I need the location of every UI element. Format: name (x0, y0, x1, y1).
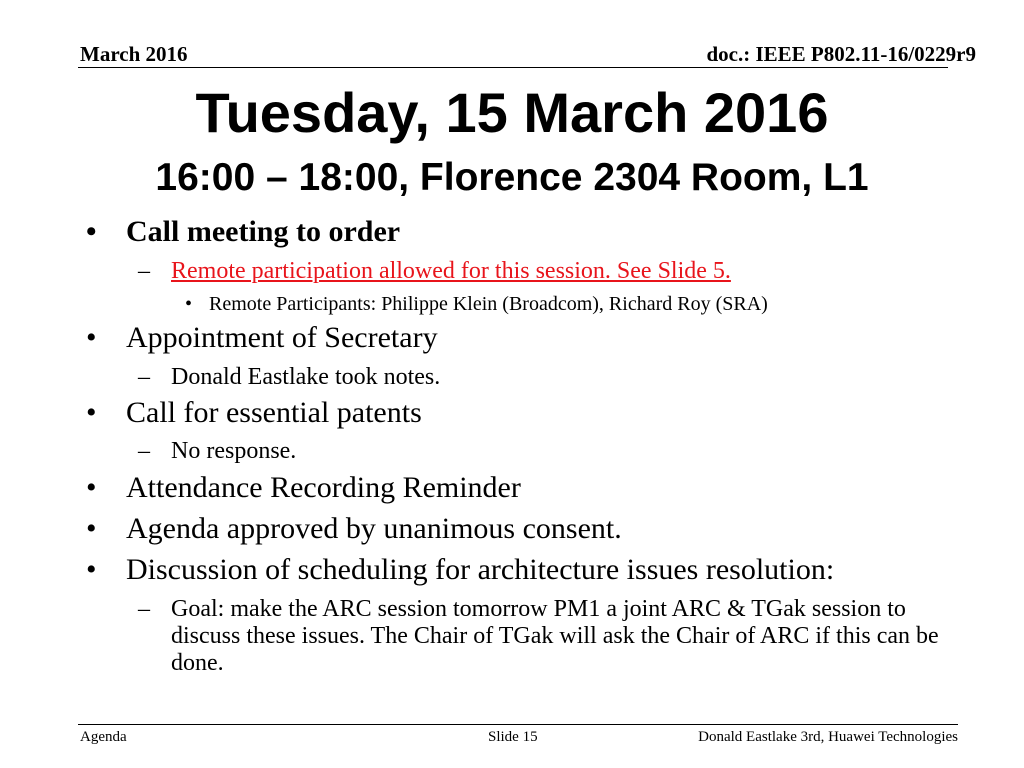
list-item-text: Goal: make the ARC session tomorrow PM1 a joint ARC & TGak session to discuss these issues. The Chair of TGak will ask the Chair of ARC if this can be done. (171, 596, 939, 676)
footer-section: Agenda (80, 729, 127, 745)
sub-sub-item-remote-participants (185, 292, 768, 316)
remote-participation-link[interactable]: Remote participation allowed for this session. See Slide 5. (171, 258, 731, 284)
bullet-icon: • (86, 553, 97, 586)
sub-item-remote-participation[interactable] (138, 258, 731, 285)
bullet-icon: • (86, 215, 97, 248)
list-item-agenda-approved (86, 512, 622, 546)
header-doc-id: doc.: IEEE P802.11-16/0229r9 (706, 42, 976, 66)
list-item-text: No response. (171, 438, 297, 464)
header-date: March 2016 (80, 42, 188, 66)
dash-icon: – (138, 438, 150, 464)
list-item-secretary (86, 321, 438, 355)
footer-author: Donald Eastlake 3rd, Huawei Technologies (698, 729, 958, 745)
list-item-text: Discussion of scheduling for architecture issues resolution: (126, 553, 835, 586)
list-item-text: Appointment of Secretary (126, 321, 438, 354)
footer-divider (78, 724, 958, 725)
list-item-text: Attendance Recording Reminder (126, 471, 521, 504)
list-item-text: Remote Participants: Philippe Klein (Broadcom), Richard Roy (SRA) (209, 293, 768, 315)
slide-title: Tuesday, 15 March 2016 (195, 81, 829, 144)
list-item-text: Donald Eastlake took notes. (171, 364, 441, 390)
list-item-scheduling (86, 553, 835, 587)
dash-icon: – (138, 364, 150, 390)
sub-item-goal (138, 596, 961, 677)
sub-item-notes (138, 364, 441, 391)
list-item-text: Agenda approved by unanimous consent. (126, 512, 622, 545)
bullet-icon: • (86, 321, 97, 354)
list-item-attendance (86, 471, 521, 505)
list-item-call-to-order (86, 215, 401, 249)
sub-item-no-response (138, 438, 297, 465)
bullet-icon: • (86, 396, 97, 429)
bullet-icon: • (86, 512, 97, 545)
slide-subtitle: 16:00 – 18:00, Florence 2304 Room, L1 (155, 156, 869, 199)
header-divider (78, 67, 948, 68)
list-item-text: Call for essential patents (126, 396, 422, 429)
dash-icon: – (138, 596, 150, 622)
dash-icon: – (138, 258, 150, 284)
bullet-icon: • (86, 471, 97, 504)
bullet-icon: • (185, 293, 193, 315)
list-item-text: Call meeting to order (126, 215, 401, 248)
list-item-patents (86, 396, 422, 430)
footer-slide-number: Slide 15 (488, 729, 538, 745)
